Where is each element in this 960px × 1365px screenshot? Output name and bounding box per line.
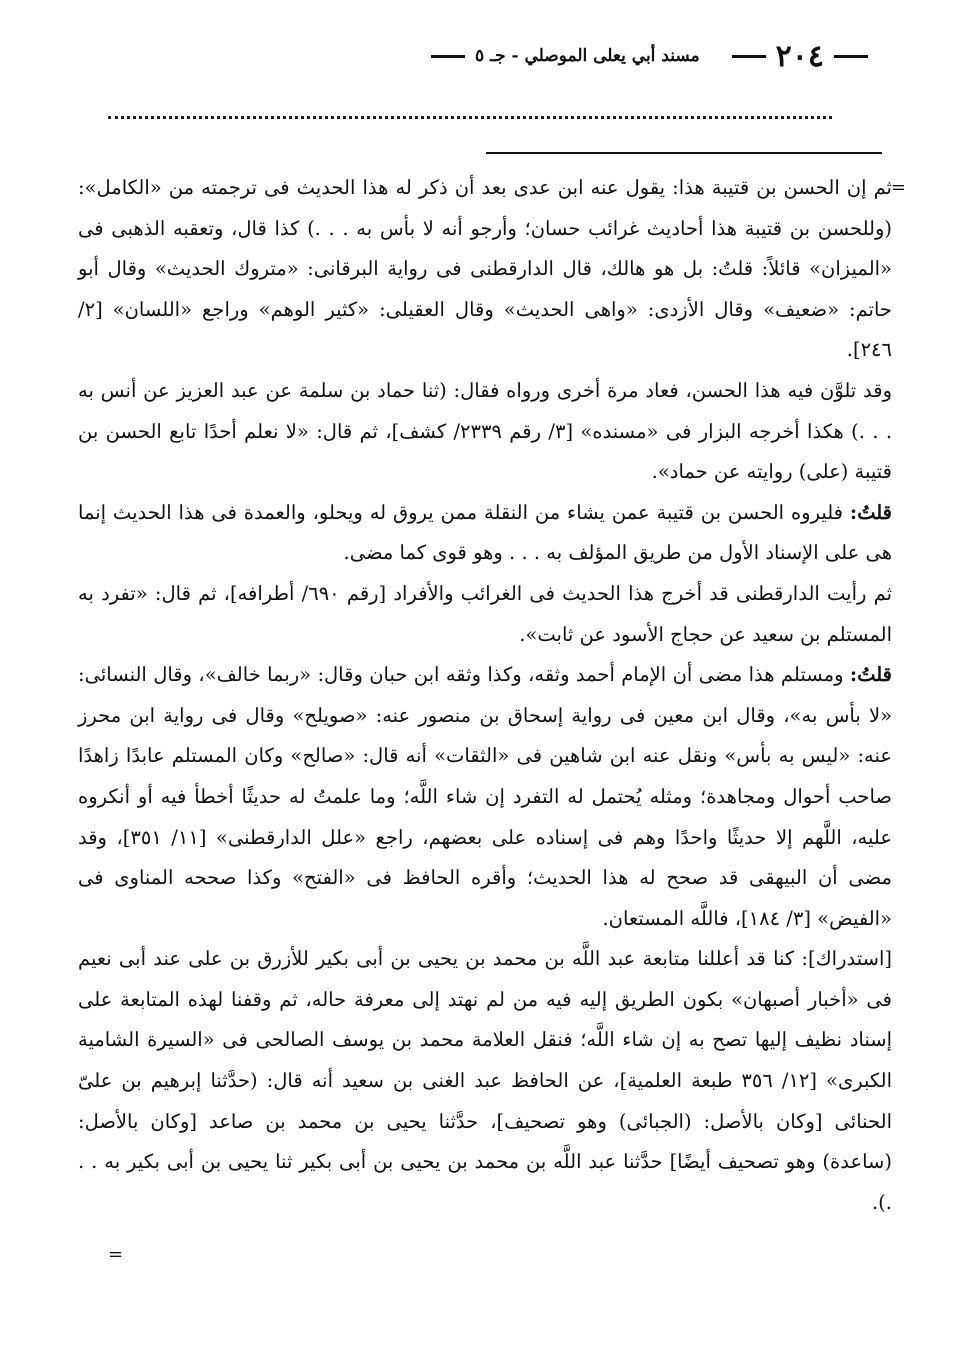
paragraph-4 (78, 574, 892, 655)
header-dash-left (431, 55, 465, 58)
paragraph-4-text: ثم رأيت الدارقطنى قد أخرج هذا الحديث فى الغرائب والأفراد [رقم ٦٩٠/ أطرافه]، ثم قال: «تفرد به المستلم بن سعيد عن حجاج الأسود عن ثابت». (78, 581, 892, 646)
dotted-separator (108, 116, 832, 119)
paragraph-5-text: ومستلم هذا مضى أن الإمام أحمد وثقه، وكذا وثقه ابن حبان وقال: «ربما خالف»، وقال النسائى: «لا بأس به»، وقال ابن معين فى رواية إسحاق بن منصور عنه: «صويلح» وقال فى رواية ابن محرز عنه: «ليس به بأس» ونقل عنه ابن شاهين فى «الثقات» أنه قال: «صالح» وكان المستلم عابدًا زاهدًا صاحب أحوال ومجاهدة؛ ومثله يُحتمل له التفرد إن شاء اللَّه؛ وما علمتُ له حديثًا أخطأ فيه أو أنكروه عليه، اللَّهم إلا حديثًا واحدًا وهم فى إسناده على بعضهم، راجع «علل الدارقطنى» [١١/ ٣٥١]، وقد مضى أن البيهقى قد صحح له هذا الحديث؛ وأقره الحافظ فى «الفتح» وكذا صححه المناوى فى «الفيض» [٣/ ١٨٤]، فاللَّه المستعان. (78, 663, 892, 930)
paragraph-3 (78, 493, 892, 574)
paragraph-3-lead: قلتُ: (849, 500, 892, 524)
paragraph-1 (78, 168, 906, 371)
header-dash-right (834, 55, 868, 58)
paragraph-3-text: فليروه الحسن بن قتيبة عمن يشاء من النقلة ممن يروق له ويحلو، والعمدة فى هذا الحديث إنما هى على الإسناد الأول من طريق المؤلف به . . . وهو قوى كما مضى. (78, 500, 892, 565)
paragraph-5 (78, 655, 892, 939)
paragraph-2-text: وقد تلوَّن فيه هذا الحسن، فعاد مرة أخرى ورواه فقال: (ثنا حماد بن سلمة عن عبد العزيز عن أنس به . . .) هكذا أخرجه البزار فى «مسنده» [٣/ رقم ٢٣٣٩/ كشف]، ثم قال: «لا نعلم أحدًا تابع الحسن بن قتيبة (على) روايته عن حماد». (78, 378, 893, 484)
footnote-body (78, 168, 906, 1223)
paragraph-6 (78, 939, 892, 1223)
continuation-mark-bottom: = (108, 1244, 124, 1265)
book-title: مسند أبي يعلى الموصلي - جـ ٥ (475, 46, 700, 66)
paragraph-2 (78, 371, 892, 493)
page-header (60, 36, 878, 76)
paragraph-6-text: [استدراك]: كنا قد أعللنا متابعة عبد اللَّه بن محمد بن يحيى بن أبى بكير للأزرق بن على عند أبى نعيم فى «أخبار أصبهان» بكون الطريق إليه فيه من لم نهتد إلى معرفة حاله، ثم وقفنا لهذه المتابعة على إسناد نظيف إليها تصح به إن شاء اللَّه؛ فنقل العلامة محمد بن يوسف الصالحى فى «السيرة الشامية الكبرى» [١٢/ ٣٥٦ طبعة العلمية]، عن الحافظ عبد الغنى بن سعيد أنه قال: (حدَّثنا إبرهيم بن علىّ الحنائى [وكان بالأصل: (الجبائى) وهو تصحيف]، حدَّثنا يحيى بن محمد بن صاعد [وكان بالأصل: (ساعدة) وهو تصحيف أيضًا] حدَّثنا عبد اللَّه بن محمد بن يحيى بن أبى بكير ثنا يحيى بن أبى بكير به . . .). (78, 947, 893, 1214)
page-number: ٢٠٤ (775, 38, 824, 74)
footnote-rule (486, 152, 882, 154)
header-dash-middle (732, 55, 766, 58)
continuation-mark-top: = (890, 177, 906, 198)
paragraph-1-text: ثم إن الحسن بن قتيبة هذا: يقول عنه ابن عدى بعد أن ذكر له هذا الحديث فى ترجمته من «الكامل»: (وللحسن بن قتيبة هذا أحاديث غرائب حسان؛ وأرجو أنه لا بأس به . . .) كذا قال، وتعقبه الذهبى فى «الميزان» قائلاً: قلتُ: بل هو هالك، قال الدارقطنى فى رواية البرقانى: «متروك الحديث» وقال أبو حاتم: «ضعيف» وقال الأزدى: «واهى الحديث» وقال العقيلى: «كثير الوهم» وراجع «اللسان» [٢/ ٢٤٦]. (78, 176, 892, 362)
paragraph-5-lead: قلتُ: (849, 663, 892, 687)
